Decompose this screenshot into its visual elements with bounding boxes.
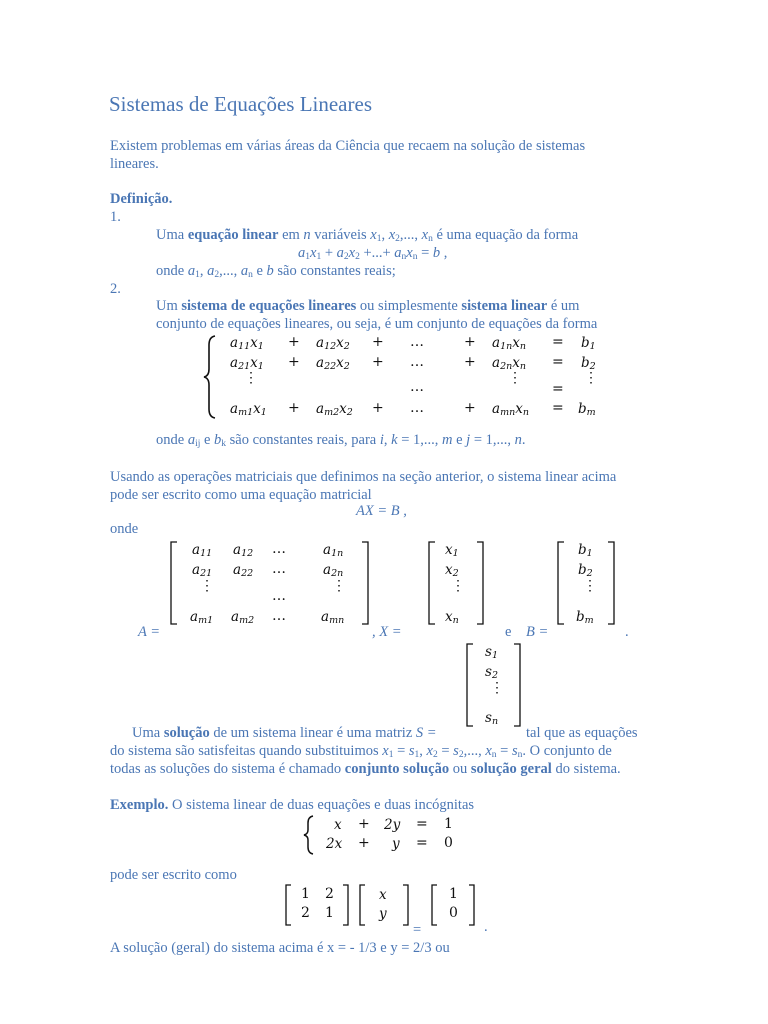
solution-line-1-a: Uma solução de um sistema linear é uma matriz S =: [132, 725, 437, 741]
B-label: B =: [526, 624, 549, 640]
e-label: e: [505, 624, 512, 640]
A-label: A =: [138, 624, 161, 640]
item-2-line-3: onde $a_{ij}$ e $b_k$ são constantes reais, para i, k = 1,..., m e j = 1,..., n.: [156, 432, 526, 449]
onde-label: onde: [110, 521, 139, 537]
final-line: A solução (geral) do sistema acima é x = - 1/3 e y = 2/3 ou: [110, 940, 450, 956]
usando-line-2: pode ser escrito como uma equação matricial: [110, 487, 372, 503]
item-2-number: 2.: [110, 281, 121, 297]
item-1-line-2: onde $a_1$, $a_2$,..., $a_n$ e b são constantes reais;: [156, 263, 396, 280]
item-1-number: 1.: [110, 209, 121, 225]
item-2-line-2: conjunto de equações lineares, ou seja, é um conjunto de equações da forma: [156, 316, 598, 332]
page-title: Sistemas de Equações Lineares: [109, 92, 372, 116]
item-1-line-1: Uma equação linear em n variáveis $x_1$, $x_2$,..., $x_n$ é uma equação da forma: [156, 227, 579, 244]
solution-line-1-b: tal que as equações: [526, 725, 638, 741]
example-line: Exemplo. O sistema linear de duas equações e duas incógnitas: [110, 797, 475, 813]
solution-line-2: do sistema são satisfeitas quando substituimos $x_1 = s_1$, $x_2 = s_2$,..., $x_n = s_n$. O conjunto de: [110, 743, 612, 760]
linear-equation-formula: $a_1x_1 + a_2x_2$ +...+ $a_nx_n = b$ ,: [298, 245, 448, 262]
left-brace: [203, 335, 217, 419]
definition-heading: Definição.: [110, 191, 173, 207]
B-period: .: [625, 624, 629, 640]
intro-line-2: lineares.: [110, 156, 159, 172]
matrix-equation: AX = B ,: [356, 503, 407, 519]
item-2-line-1: Um sistema de equações lineares ou simplesmente sistema linear é um: [156, 298, 580, 314]
usando-line-1: Usando as operações matriciais que definimos na seção anterior, o sistema linear acima: [110, 469, 617, 485]
X-label: , X =: [372, 624, 402, 640]
pode-text: pode ser escrito como: [110, 867, 237, 883]
solution-line-3: todas as soluções do sistema é chamado conjunto solução ou solução geral do sistema.: [110, 761, 621, 777]
intro-line-1: Existem problemas em várias áreas da Ciência que recaem na solução de sistemas: [110, 138, 586, 154]
